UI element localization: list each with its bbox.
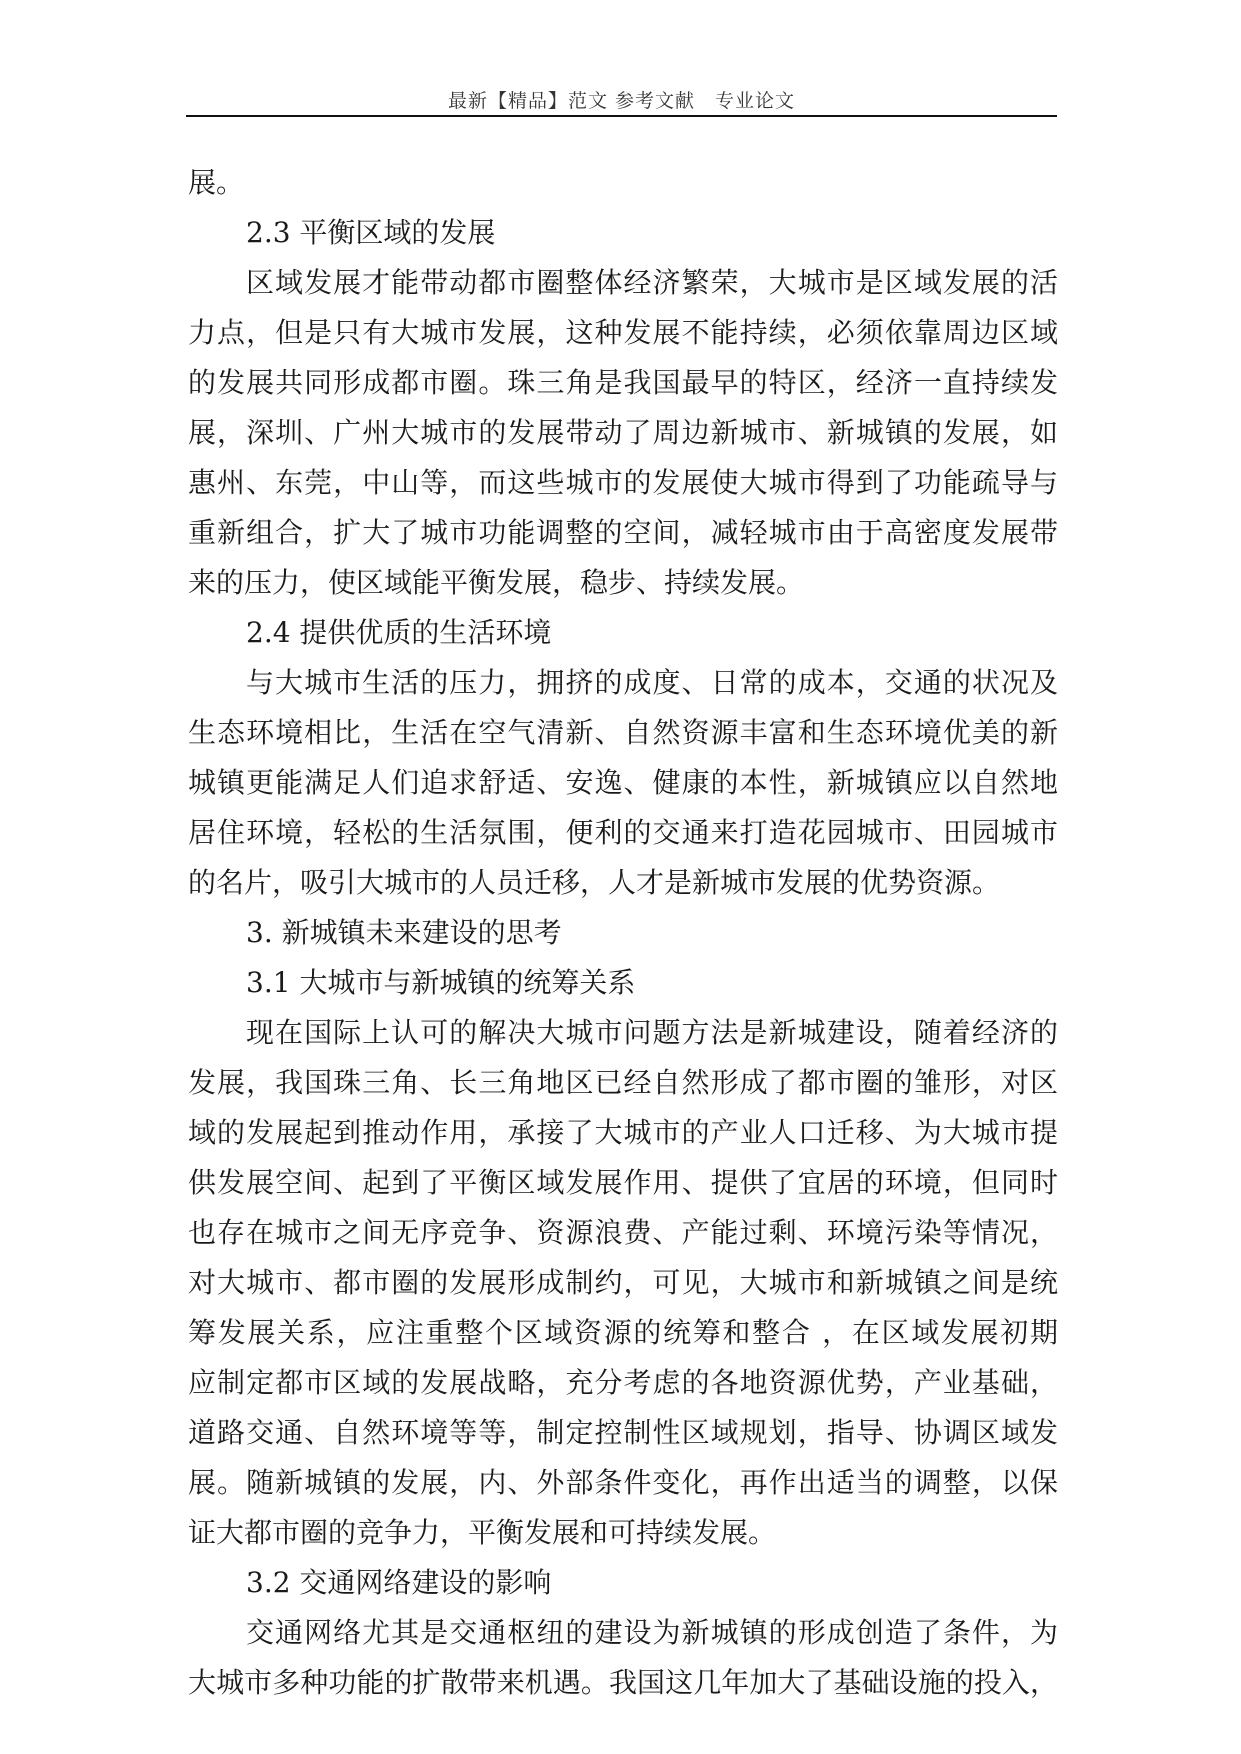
page-header: 最新【精品】范文 参考文献 专业论文 <box>447 90 796 112</box>
text-line: 大城市多种功能的扩散带来机遇。我国这几年加大了基础设施的投入， <box>188 1666 1058 1699</box>
text-line: 展。 <box>188 166 245 199</box>
text-line: 区域发展才能带动都市圈整体经济繁荣，大城市是区域发展的活 <box>246 266 1058 299</box>
text-line: 应制定都市区域的发展战略，充分考虑的各地资源优势，产业基础， <box>188 1366 1058 1399</box>
text-line: 展。随新城镇的发展，内、外部条件变化，再作出适当的调整，以保 <box>188 1466 1058 1499</box>
text-line: 力点，但是只有大城市发展，这种发展不能持续，必须依靠周边区域 <box>188 316 1058 349</box>
text-line: 供发展空间、起到了平衡区域发展作用、提供了宜居的环境，但同时 <box>188 1166 1058 1199</box>
text-line: 重新组合，扩大了城市功能调整的空间，减轻城市由于高密度发展带 <box>188 516 1058 549</box>
text-line: 域的发展起到推动作用，承接了大城市的产业人口迁移、为大城市提 <box>188 1116 1058 1149</box>
text-line: 的名片，吸引大城市的人员迁移，人才是新城市发展的优势资源。 <box>188 866 1001 899</box>
text-line: 3.2 交通网络建设的影响 <box>246 1566 552 1599</box>
text-line: 来的压力，使区域能平衡发展，稳步、持续发展。 <box>188 566 805 599</box>
text-line: 发展，我国珠三角、长三角地区已经自然形成了都市圈的雏形，对区 <box>188 1066 1058 1099</box>
text-line: 交通网络尤其是交通枢纽的建设为新城镇的形成创造了条件，为 <box>246 1616 1058 1649</box>
text-line: 的发展共同形成都市圈。珠三角是我国最早的特区，经济一直持续发 <box>188 366 1058 399</box>
text-line: 惠州、东莞，中山等，而这些城市的发展使大城市得到了功能疏导与 <box>188 466 1058 499</box>
text-line: 3. 新城镇未来建设的思考 <box>246 916 562 949</box>
text-line: 2.3 平衡区域的发展 <box>246 216 496 249</box>
text-line: 城镇更能满足人们追求舒适、安逸、健康的本性，新城镇应以自然地 <box>188 766 1058 799</box>
text-line: 与大城市生活的压力，拥挤的成度、日常的成本，交通的状况及 <box>246 666 1058 699</box>
text-line: 生态环境相比，生活在空气清新、自然资源丰富和生态环境优美的新 <box>188 716 1058 749</box>
text-line: 2.4 提供优质的生活环境 <box>246 616 552 649</box>
text-line: 筹发展关系，应注重整个区域资源的统筹和整合 ，在区域发展初期 <box>188 1316 1058 1349</box>
text-line: 对大城市、都市圈的发展形成制约，可见，大城市和新城镇之间是统 <box>188 1266 1058 1299</box>
header-rule <box>186 115 1057 117</box>
text-line: 道路交通、自然环境等等，制定控制性区域规划，指导、协调区域发 <box>188 1416 1058 1449</box>
text-line: 3.1 大城市与新城镇的统筹关系 <box>246 966 636 999</box>
body-text <box>188 158 1058 1708</box>
text-line: 居住环境，轻松的生活氛围，便利的交通来打造花园城市、田园城市 <box>188 816 1058 849</box>
text-line: 展，深圳、广州大城市的发展带动了周边新城市、新城镇的发展，如 <box>188 416 1058 449</box>
text-line: 证大都市圈的竞争力，平衡发展和可持续发展。 <box>188 1516 777 1549</box>
text-line: 现在国际上认可的解决大城市问题方法是新城建设，随着经济的 <box>246 1016 1058 1049</box>
text-line: 也存在城市之间无序竞争、资源浪费、产能过剩、环境污染等情况， <box>188 1216 1058 1249</box>
